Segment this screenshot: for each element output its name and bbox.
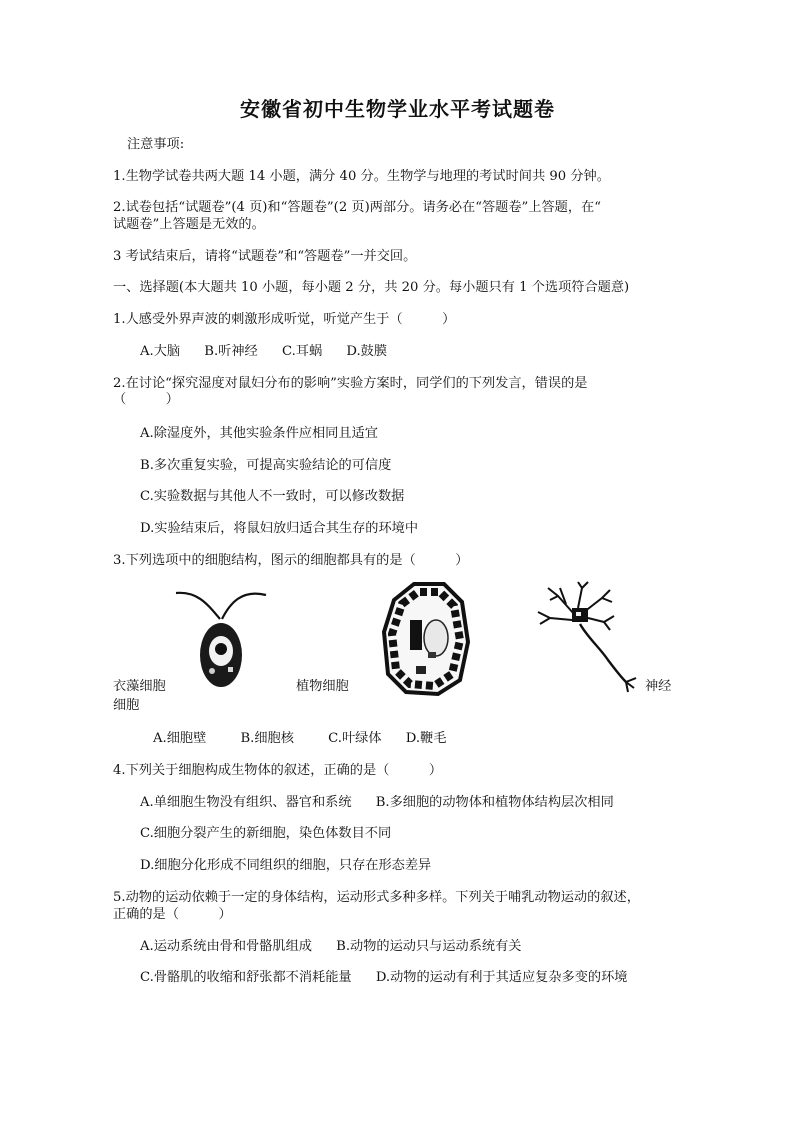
notice-heading: 注意事项: xyxy=(127,137,185,152)
q1-option-b[interactable]: B.听神经 xyxy=(204,344,258,359)
q3-option-c[interactable]: C.叶绿体 xyxy=(328,731,382,746)
q4-stem: 4.下列关于细胞构成生物体的叙述，正确的是（ ） xyxy=(113,763,443,778)
q2-option-a[interactable]: A.除湿度外，其他实验条件应相同且适宜 xyxy=(140,426,378,441)
q5-stem: 5.动物的运动依赖于一定的身体结构，运动形式多种多样。下列关于哺乳动物运动的叙述， xyxy=(113,890,640,905)
q3-option-b[interactable]: B.细胞核 xyxy=(240,731,294,746)
q4-option-b[interactable]: B.多细胞的动物体和植物体结构层次相同 xyxy=(375,795,614,810)
chlamydomonas-icon xyxy=(168,585,273,695)
q4-option-a[interactable]: A.单细胞生物没有组织、器官和系统 xyxy=(140,795,352,810)
neuron-icon xyxy=(530,578,650,693)
plant-cell-icon xyxy=(380,580,472,698)
q3-option-a[interactable]: A.细胞壁 xyxy=(153,731,207,746)
q1-option-c[interactable]: C.耳蜗 xyxy=(281,344,323,359)
notice-2: 2.试卷包括“试题卷”(4 页)和“答题卷”(2 页)两部分。请务必在“答题卷”上答题，在“ xyxy=(113,200,601,215)
q2-option-b[interactable]: B.多次重复实验，可提高实验结论的可信度 xyxy=(140,458,392,473)
q5-option-a[interactable]: A.运动系统由骨和骨骼肌组成 xyxy=(140,939,312,954)
q3-label-c: 神经 xyxy=(645,679,672,694)
q5-options-cd xyxy=(140,969,628,987)
q2-stem: 2.在讨论“探究湿度对鼠妇分布的影响”实验方案时，同学们的下列发言，错误的是 xyxy=(113,376,588,391)
q1-option-d[interactable]: D.鼓膜 xyxy=(346,344,388,359)
q3-stem: 3.下列选项中的细胞结构，图示的细胞都具有的是（ ） xyxy=(113,553,469,568)
q2-option-d[interactable]: D.实验结束后，将鼠妇放归适合其生存的环境中 xyxy=(140,521,419,536)
q3-option-d[interactable]: D.鞭毛 xyxy=(405,731,447,746)
q1-stem: 1.人感受外界声波的刺激形成听觉，听觉产生于（ ） xyxy=(113,312,456,327)
q3-label-a: 衣藻细胞 xyxy=(113,679,166,694)
q5-options-ab xyxy=(140,938,522,956)
q4-options-ab xyxy=(140,794,614,812)
notice-2-cont: 试题卷”上答题是无效的。 xyxy=(113,217,265,232)
section-heading: 一、选择题(本大题共 10 小题，每小题 2 分，共 20 分。每小题只有 1 个选项符合题意) xyxy=(113,280,630,295)
q5-option-c[interactable]: C.骨骼肌的收缩和舒张都不消耗能量 xyxy=(140,970,352,985)
q1-options xyxy=(140,343,387,361)
q3-label-b: 植物细胞 xyxy=(296,679,349,694)
q2-option-c[interactable]: C.实验数据与其他人不一致时，可以修改数据 xyxy=(140,489,405,504)
q3-label-a-cont: 细胞 xyxy=(113,698,140,713)
q5-option-d[interactable]: D.动物的运动有利于其适应复杂多变的环境 xyxy=(375,970,628,985)
q4-option-c[interactable]: C.细胞分裂产生的新细胞，染色体数目不同 xyxy=(140,826,392,841)
q5-stem-cont: 正确的是（ ） xyxy=(113,907,232,922)
notice-3: 3 考试结束后，请将“试题卷”和“答题卷”一并交回。 xyxy=(113,249,417,264)
q1-option-a[interactable]: A.大脑 xyxy=(140,344,181,359)
q3-options xyxy=(153,730,446,748)
q5-option-b[interactable]: B.动物的运动只与运动系统有关 xyxy=(336,939,522,954)
notice-1: 1.生物学试卷共两大题 14 小题，满分 40 分。生物学与地理的考试时间共 90 分钟。 xyxy=(113,169,610,184)
page-title: 安徽省初中生物学业水平考试题卷 xyxy=(240,97,555,121)
q4-option-d[interactable]: D.细胞分化形成不同组织的细胞，只存在形态差异 xyxy=(140,858,432,873)
q2-stem-cont: （ ） xyxy=(113,392,179,407)
